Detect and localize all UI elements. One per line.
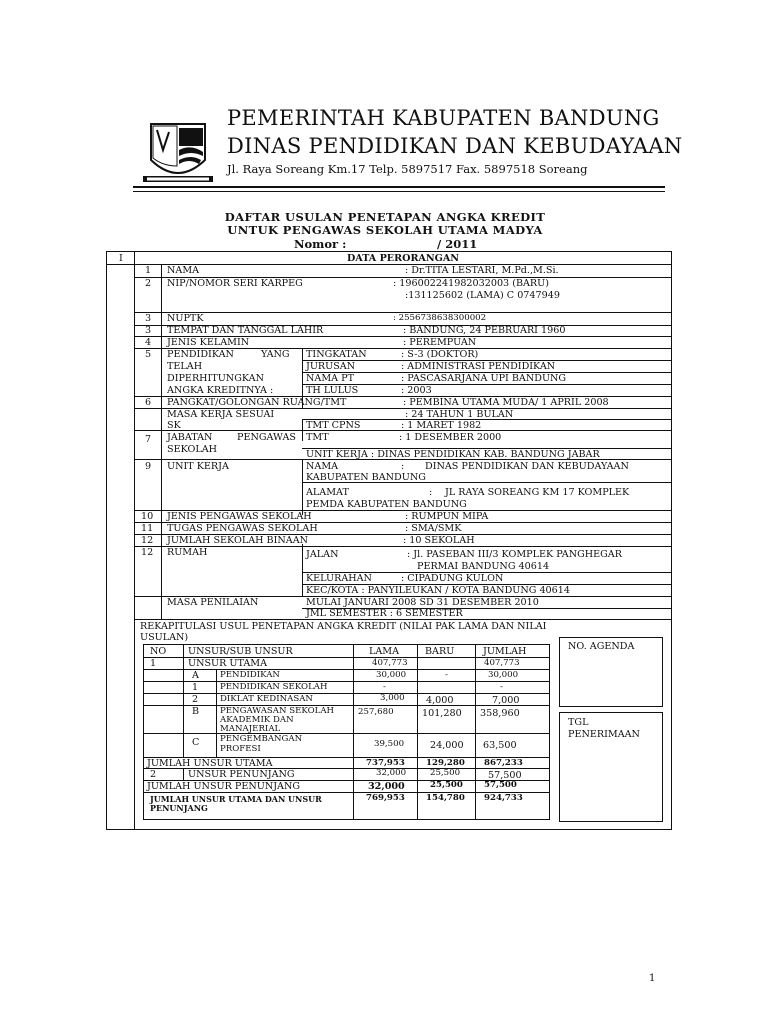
recap-label: PENGEMBANGAN xyxy=(220,734,303,744)
pend-label-2: TELAH xyxy=(167,361,203,372)
recap-label: DIKLAT KEDINASAN xyxy=(220,694,313,704)
row-number: 2 xyxy=(145,278,152,289)
row-line xyxy=(144,705,549,706)
masapenilaian-value: MULAI JANUARI 2008 SD 31 DESEMBER 2010 xyxy=(306,597,539,608)
row-line xyxy=(144,693,549,694)
tmtcpns-label: TMT CPNS xyxy=(306,420,361,431)
uknama-label: NAMA xyxy=(306,461,339,472)
recap-jumlah: 358,960 xyxy=(480,708,520,719)
recap-jumlah: 924,733 xyxy=(484,793,523,803)
row-number: 6 xyxy=(145,397,152,408)
pangkat-label: PANGKAT/GOLONGAN RUANG/TMT xyxy=(167,397,347,408)
recap-lama: 32,000 xyxy=(368,781,405,792)
nomor-value: / 2011 xyxy=(437,237,478,251)
recap-label: MANAJERIAL xyxy=(220,724,281,734)
col-line-section xyxy=(134,252,135,830)
nama-label: NAMA xyxy=(167,265,200,276)
row-number: 5 xyxy=(145,349,152,360)
ukalamat-value-1: JL RAYA SOREANG KM 17 KOMPLEK xyxy=(445,487,630,498)
letterhead-line-2: DINAS PENDIDIKAN DAN KEBUDAYAAN xyxy=(227,134,683,158)
tugas-label: TUGAS PENGAWAS SEKOLAH xyxy=(167,523,318,534)
form-table xyxy=(106,251,672,830)
row-number: 3 xyxy=(145,313,152,324)
col-line-number xyxy=(161,264,162,619)
recap-label: PENDIDIKAN xyxy=(220,670,280,680)
unitkerja-line: UNIT KERJA : DINAS PENDIDIKAN KAB. BANDUNG JABAR xyxy=(306,449,600,460)
recap-label: PENGAWASAN SEKOLAH xyxy=(220,706,335,716)
recap-no: B xyxy=(192,706,200,717)
uknama-value-2: KABUPATEN BANDUNG xyxy=(306,472,426,483)
agenda-box xyxy=(559,637,663,707)
recap-no: 1 xyxy=(192,682,199,693)
jabatan-label-1b: PENGAWAS xyxy=(237,432,296,443)
rumah-label: RUMAH xyxy=(167,547,208,558)
nama-value: : Dr.TITA LESTARI, M.Pd.,M.Si. xyxy=(405,265,559,276)
jenis-label: JENIS PENGAWAS SEKOLAH xyxy=(167,511,312,522)
ttl-label: TEMPAT DAN TANGGAL LAHIR xyxy=(167,325,324,336)
kec-line: KEC/KOTA : PANYILEUKAN / KOTA BANDUNG 40614 xyxy=(306,585,570,596)
tgl-label: TGL xyxy=(568,717,589,728)
recap-jumlah: 57,500 xyxy=(484,780,517,790)
tingkatan-value: : S-3 (DOKTOR) xyxy=(401,349,479,360)
col-line xyxy=(216,669,217,757)
recap-label: JUMLAH UNSUR UTAMA DAN UNSUR xyxy=(150,794,322,804)
recap-table xyxy=(143,644,550,820)
col-line xyxy=(183,768,184,780)
row-line xyxy=(144,733,549,734)
namapt-value: : PASCASARJANA UPI BANDUNG xyxy=(401,373,567,384)
jabatan-label-1: JABATAN xyxy=(167,432,213,443)
recap-label: UNSUR PENUNJANG xyxy=(188,769,295,780)
pend-label-1: PENDIDIKAN xyxy=(167,349,234,360)
penerimaan-label: PENERIMAAN xyxy=(568,729,640,740)
kelurahan-value: : CIPADUNG KULON xyxy=(401,573,504,584)
jalan-value-2: PERMAI BANDUNG 40614 xyxy=(417,561,550,572)
recap-label: PENDIDIKAN SEKOLAH xyxy=(220,682,328,692)
recap-baru: 129,280 xyxy=(426,758,465,768)
recap-label: PROFESI xyxy=(220,744,261,754)
letterhead-rule-thin xyxy=(133,191,665,192)
nip-label: NIP/NOMOR SERI KARPEG xyxy=(167,278,303,289)
recap-label: PENUNJANG xyxy=(150,803,208,813)
section-number: I xyxy=(119,253,123,264)
uknama-value-1: DINAS PENDIDIKAN DAN KEBUDAYAAN xyxy=(425,461,629,472)
jk-label: JENIS KELAMIN xyxy=(167,337,250,348)
tmt-value: : 1 DESEMBER 2000 xyxy=(399,432,502,443)
recap-jumlah: - xyxy=(500,682,503,692)
recap-jumlah: 63,500 xyxy=(483,740,517,751)
ukalamat-label: ALAMAT xyxy=(306,487,349,498)
agenda-label: NO. AGENDA xyxy=(568,641,635,652)
row-line xyxy=(134,619,672,620)
masakerja-label-1: MASA KERJA SESUAI xyxy=(167,409,275,420)
thlulus-value: : 2003 xyxy=(401,385,432,396)
row-number: 4 xyxy=(145,337,152,348)
row-line xyxy=(134,430,302,431)
header-unsur: UNSUR/SUB UNSUR xyxy=(188,646,293,657)
ukalamat-colon: : xyxy=(429,487,433,498)
nomor-label: Nomor : xyxy=(294,237,347,251)
recap-baru: 24,000 xyxy=(430,740,464,751)
jabatan-label-2: SEKOLAH xyxy=(167,444,218,455)
jumlah-sekolah-value: : 10 SEKOLAH xyxy=(403,535,475,546)
row-number: 9 xyxy=(145,461,152,472)
jalan-value-1: : Jl. PASEBAN III/3 KOMPLEK PANGHEGAR xyxy=(407,549,622,560)
letterhead-address: Jl. Raya Soreang Km.17 Telp. 5897517 Fax. 5897518 Soreang xyxy=(227,162,588,176)
uknama-colon: : xyxy=(401,461,405,472)
row-line xyxy=(144,681,549,682)
jenis-value: : RUMPUN MIPA xyxy=(405,511,489,522)
pend-label-3: DIPERHITUNGKAN xyxy=(167,373,264,384)
jmlsemester-value: JML SEMESTER : 6 SEMESTER xyxy=(306,608,463,619)
recap-baru: - xyxy=(445,670,448,680)
row-number: 1 xyxy=(145,265,152,276)
section-title: DATA PERORANGAN xyxy=(346,253,460,264)
header-no: NO xyxy=(150,646,167,657)
masapenilaian-label: MASA PENILAIAN xyxy=(167,597,259,608)
recap-baru: 101,280 xyxy=(422,708,462,719)
header-jumlah: JUMLAH xyxy=(483,646,527,657)
tingkatan-label: TINGKATAN xyxy=(306,349,367,360)
recap-label: JUMLAH UNSUR PENUNJANG xyxy=(147,781,301,792)
kelurahan-label: KELURAHAN xyxy=(306,573,372,584)
document-title-2: UNTUK PENGAWAS SEKOLAH UTAMA MADYA xyxy=(227,223,543,237)
recap-baru: 154,780 xyxy=(426,793,465,803)
jalan-label: JALAN xyxy=(306,549,339,560)
recap-lama: 737,953 xyxy=(366,758,405,768)
row-number: 3 xyxy=(145,325,152,336)
thlulus-label: TH LULUS xyxy=(306,385,359,396)
recap-jumlah: 407,773 xyxy=(484,658,520,668)
recap-label: UNSUR UTAMA xyxy=(188,658,268,669)
masakerja-value: : 24 TAHUN 1 BULAN xyxy=(405,409,514,420)
ukalamat-value-2: PEMDA KABUPATEN BANDUNG xyxy=(306,499,467,510)
nip-value-old: :131125602 (LAMA) C 0747949 xyxy=(405,290,560,301)
recap-lama: 39,500 xyxy=(374,739,405,749)
header-baru: BARU xyxy=(425,646,455,657)
recap-label: JUMLAH UNSUR UTAMA xyxy=(147,758,273,769)
jk-value: : PEREMPUAN xyxy=(403,337,477,348)
tmtcpns-value: : 1 MARET 1982 xyxy=(401,420,482,431)
recap-baru: 4,000 xyxy=(426,695,454,706)
recap-jumlah: 7,000 xyxy=(492,695,520,706)
namapt-label: NAMA PT xyxy=(306,373,354,384)
recap-lama: - xyxy=(383,682,386,692)
pend-label-1b: YANG xyxy=(261,349,290,360)
row-number: 12 xyxy=(141,547,154,558)
letterhead-rule-thick xyxy=(133,186,665,188)
recap-no: 2 xyxy=(192,694,199,705)
recap-label: AKADEMIK DAN xyxy=(220,715,294,725)
recap-lama: 769,953 xyxy=(366,793,405,803)
recap-jumlah: 57,500 xyxy=(488,770,522,781)
recap-lama: 3,000 xyxy=(380,693,405,703)
recap-intro-2: USULAN) xyxy=(140,632,189,643)
recap-jumlah: 30,000 xyxy=(488,670,519,680)
pangkat-value: : PEMBINA UTAMA MUDA/ 1 APRIL 2008 xyxy=(403,397,609,408)
tmt-label: TMT xyxy=(306,432,329,443)
jumlah-sekolah-label: JUMLAH SEKOLAH BINAAN xyxy=(167,535,309,546)
pend-label-4: ANGKA KREDITNYA : xyxy=(167,385,274,396)
nuptk-value: : 2556738638300002 xyxy=(393,313,487,323)
row-number: 11 xyxy=(141,523,154,534)
recap-jumlah: 867,233 xyxy=(484,758,523,768)
recap-lama: 30,000 xyxy=(376,670,407,680)
uk-label: UNIT KERJA xyxy=(167,461,229,472)
page-number: 1 xyxy=(649,973,656,984)
masakerja-label-2: SK xyxy=(167,420,181,431)
recap-no: 1 xyxy=(150,658,157,669)
row-number: 12 xyxy=(141,535,154,546)
col-line-sublabel-d xyxy=(302,544,303,596)
recap-no: A xyxy=(192,670,199,681)
recap-baru: 25,500 xyxy=(430,768,461,778)
recap-no: 2 xyxy=(150,769,157,780)
receipt-date-box xyxy=(559,712,663,822)
recap-lama: 32,000 xyxy=(376,768,407,778)
letterhead-line-1: PEMERINTAH KABUPATEN BANDUNG xyxy=(227,106,660,130)
document-title-1: DAFTAR USULAN PENETAPAN ANGKA KREDIT xyxy=(224,210,546,224)
kabupaten-bandung-logo xyxy=(143,120,213,186)
col-line xyxy=(183,645,184,757)
recap-lama: 407,773 xyxy=(372,658,408,668)
tugas-value: : SMA/SMK xyxy=(405,523,462,534)
recap-no: C xyxy=(192,737,200,748)
ttl-value: : BANDUNG, 24 PEBRUARI 1960 xyxy=(403,325,566,336)
row-number: 10 xyxy=(141,511,154,522)
jurusan-label: JURUSAN xyxy=(306,361,356,372)
row-line xyxy=(134,546,672,547)
recap-baru: 25,500 xyxy=(430,780,463,790)
recap-lama: 257,680 xyxy=(358,707,394,717)
recap-intro-1: REKAPITULASI USUL PENETAPAN ANGKA KREDIT (NILAI PAK LAMA DAN NILAI xyxy=(140,621,547,632)
row-number: 7 xyxy=(145,434,152,445)
header-lama: LAMA xyxy=(369,646,400,657)
nip-value-new: : 196002241982032003 (BARU) xyxy=(393,278,549,289)
jurusan-value: : ADMINISTRASI PENDIDIKAN xyxy=(401,361,556,372)
col-line-sublabel-c xyxy=(302,459,303,515)
nuptk-label: NUPTK xyxy=(167,313,204,324)
